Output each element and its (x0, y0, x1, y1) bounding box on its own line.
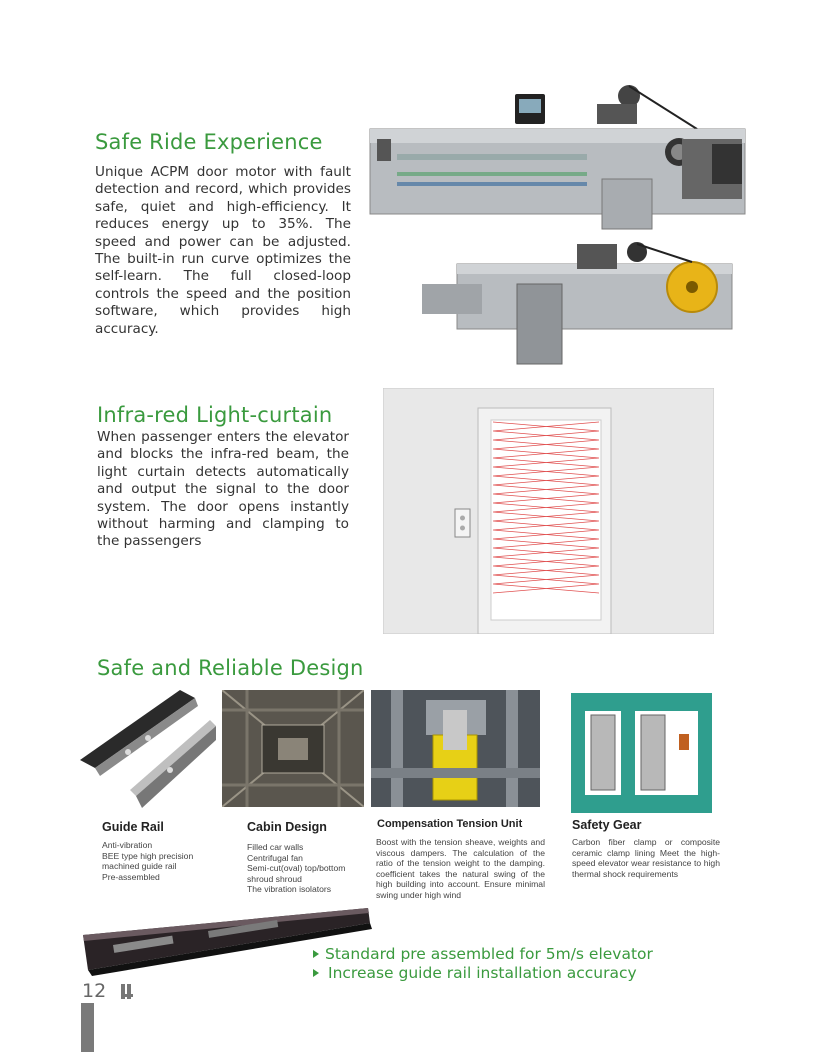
compensation-unit-image (371, 690, 540, 807)
bullet-text: Increase guide rail installation accuracy (328, 964, 637, 982)
cabin-design-image (222, 690, 364, 807)
feature-title-guide-rail: Guide Rail (102, 820, 164, 834)
safety-gear-image (566, 690, 717, 817)
guide-rail-image (70, 690, 216, 808)
brand-logo-icon (120, 983, 134, 1000)
feature-title-compensation-unit: Compensation Tension Unit (377, 818, 523, 830)
section-title-reliable-design: Safe and Reliable Design (97, 656, 364, 680)
triangle-bullet-icon (313, 950, 319, 958)
feature-title-cabin-design: Cabin Design (247, 820, 327, 834)
feature-line: BEE type high precision (102, 850, 194, 861)
feature-line: shroud shroud (247, 873, 302, 884)
feature-desc-cabin-design (247, 842, 367, 895)
page-number: 12 (82, 980, 107, 1002)
feature-line: Centrifugal fan (247, 852, 303, 863)
door-operator-image (367, 84, 752, 369)
feature-title-safety-gear: Safety Gear (572, 818, 642, 832)
feature-line: Semi-cut(oval) top/bottom (247, 863, 346, 874)
feature-line: machined guide rail (102, 861, 177, 872)
triangle-bullet-icon (313, 969, 319, 977)
feature-desc-safety-gear: Carbon fiber clamp or composite ceramic clamp lining Meet the high-speed elevator wear resistance to high thermal shock requirements (572, 837, 720, 879)
feature-line: Filled car walls (247, 842, 304, 852)
section-title-safe-ride: Safe Ride Experience (95, 130, 323, 154)
feature-desc-guide-rail (102, 840, 232, 882)
feature-line: Pre-assembled (102, 871, 160, 882)
feature-desc-compensation-unit: Boost with the tension sheave, weights and viscous dampers. The calculation of the ratio of the tension weight to the damping. coefficient takes the natural swing of the high building into account. Ensure minimal swing under high wind (376, 837, 545, 900)
section-title-light-curtain: Infra-red Light-curtain (97, 403, 333, 427)
bullet-text: Standard pre assembled for 5m/s elevator (325, 945, 653, 963)
bullet-item (313, 945, 653, 963)
feature-line: Anti-vibration (102, 840, 153, 850)
feature-line: The vibration isolators (247, 884, 332, 895)
section-body-light-curtain: When passenger enters the elevator and blocks the infra-red beam, the light curtain detects automatically and output the signal to the door system. The door opens instantly without harming and clamping to the passengers (97, 429, 349, 550)
section-body-safe-ride: Unique ACPM door motor with fault detection and record, which provides safe, quiet and high-efficiency. It reduces energy up to 35%. The speed and power can be adjusted. The built-in run curve optimizes the self-learn. The full closed-loop controls the speed and the position software, which provides high accuracy. (95, 164, 351, 337)
light-curtain-image (383, 388, 714, 634)
bullet-item (313, 964, 637, 982)
page-edge-bar (81, 1003, 94, 1052)
